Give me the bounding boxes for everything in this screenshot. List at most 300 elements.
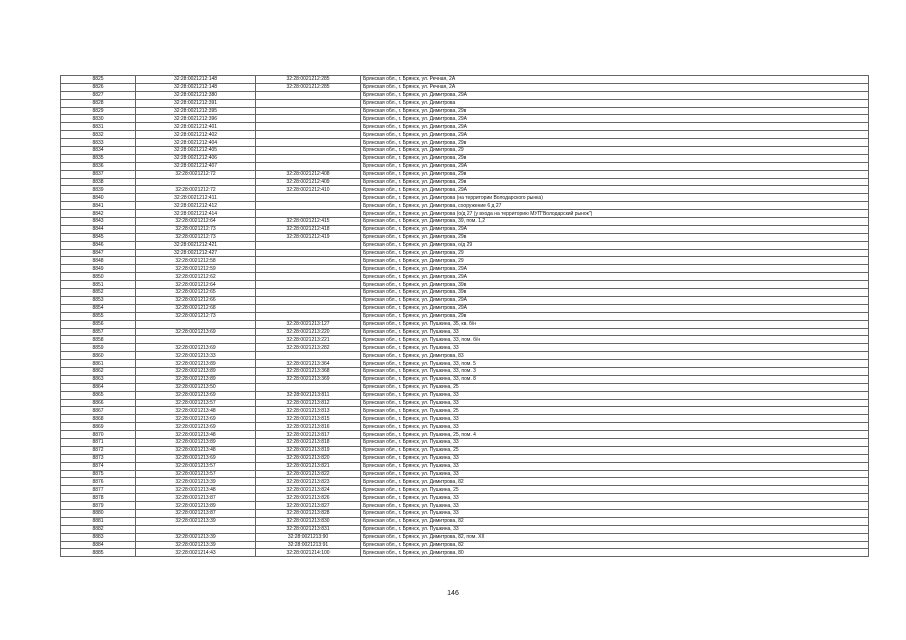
row-number-cell: 8832 <box>61 131 136 139</box>
table-row <box>61 304 869 312</box>
address-cell: Брянская обл., г. Брянск, ул. Пушкина, 33 <box>361 391 869 399</box>
table-row <box>61 225 869 233</box>
parcel-number-cell: 32:28:0021212:72 <box>136 170 256 178</box>
object-number-cell: 32:28:0021212:408 <box>256 170 361 178</box>
row-number-cell: 8835 <box>61 154 136 162</box>
address-cell: Брянская обл., г. Брянск, ул. Димитрова, 80 <box>361 549 869 557</box>
address-cell: Брянская обл., г. Брянск, ул. Пушкина, 33 <box>361 328 869 336</box>
row-number-cell: 8875 <box>61 470 136 478</box>
object-number-cell: 32:28:0021213:817 <box>256 431 361 439</box>
address-cell: Брянская обл., г. Брянск, ул. Пушкина, 33 <box>361 438 869 446</box>
address-cell: Брянская обл., г. Брянск, ул. Димитрова, 29А <box>361 162 869 170</box>
parcel-number-cell: 32:28:0021212:64 <box>136 218 256 226</box>
address-cell: Брянская обл., г. Брянск, ул. Димитрова, 29в <box>361 154 869 162</box>
parcel-number-cell: 32:28:0021212:148 <box>136 76 256 84</box>
row-number-cell: 8839 <box>61 186 136 194</box>
object-number-cell: 32:28:0021212:415 <box>256 218 361 226</box>
parcel-number-cell: 32:28:0021212:396 <box>136 115 256 123</box>
table-row <box>61 289 869 297</box>
object-number-cell: 32:28:0021213:824 <box>256 486 361 494</box>
row-number-cell: 8860 <box>61 352 136 360</box>
table-row <box>61 360 869 368</box>
object-number-cell: 32:28:0021213:826 <box>256 494 361 502</box>
parcel-number-cell: 32:28:0021212:72 <box>136 186 256 194</box>
parcel-number-cell: 32:28:0021212:427 <box>136 249 256 257</box>
table-row <box>61 502 869 510</box>
row-number-cell: 8862 <box>61 367 136 375</box>
parcel-number-cell: 32:28:0021213:57 <box>136 462 256 470</box>
row-number-cell: 8829 <box>61 107 136 115</box>
address-cell: Брянская обл., г. Брянск, ул. Пушкина, 25, пом. 4 <box>361 431 869 439</box>
parcel-number-cell: 32:28:0021213:50 <box>136 383 256 391</box>
parcel-number-cell: 32:28:0021212:66 <box>136 296 256 304</box>
row-number-cell: 8867 <box>61 407 136 415</box>
parcel-number-cell: 32:28:0021212:73 <box>136 225 256 233</box>
row-number-cell: 8863 <box>61 375 136 383</box>
parcel-number-cell: 32:28:0021213:69 <box>136 454 256 462</box>
row-number-cell: 8846 <box>61 241 136 249</box>
page-number: 146 <box>447 590 459 597</box>
address-cell: Брянская обл., г. Брянск, ул. Димитрова, 29в <box>361 312 869 320</box>
address-cell: Брянская обл., г. Брянск, ул. Димитрова, 83 <box>361 352 869 360</box>
table-row <box>61 178 869 186</box>
table-row <box>61 281 869 289</box>
object-number-cell <box>256 202 361 210</box>
table-row <box>61 344 869 352</box>
address-cell: Брянская обл., г. Брянск, ул. Димитрова, 29в <box>361 178 869 186</box>
row-number-cell: 8876 <box>61 478 136 486</box>
object-number-cell <box>256 123 361 131</box>
table-row <box>61 99 869 107</box>
object-number-cell <box>256 312 361 320</box>
table-row <box>61 147 869 155</box>
address-cell: Брянская обл., г. Брянск, ул. Пушкина, 33, пом. б/н <box>361 336 869 344</box>
table-row <box>61 131 869 139</box>
table-row <box>61 494 869 502</box>
object-number-cell: 32:28:0021213:90 <box>256 533 361 541</box>
row-number-cell: 8885 <box>61 549 136 557</box>
parcel-number-cell: 32:28:0021213:89 <box>136 375 256 383</box>
address-cell: Брянская обл., г. Брянск, ул. Димитрова, 29А <box>361 186 869 194</box>
row-number-cell: 8856 <box>61 320 136 328</box>
table-row <box>61 470 869 478</box>
row-number-cell: 8836 <box>61 162 136 170</box>
row-number-cell: 8851 <box>61 281 136 289</box>
address-cell: Брянская обл., г. Брянск, ул. Пушкина, 33, пом. 5 <box>361 360 869 368</box>
table-row <box>61 478 869 486</box>
object-number-cell <box>256 115 361 123</box>
table-row <box>61 257 869 265</box>
table-row <box>61 83 869 91</box>
object-number-cell: 32:28:0021212:285 <box>256 76 361 84</box>
table-row <box>61 541 869 549</box>
parcel-number-cell: 32:28:0021212:406 <box>136 154 256 162</box>
parcel-number-cell: 32:28:0021213:57 <box>136 399 256 407</box>
row-number-cell: 8864 <box>61 383 136 391</box>
row-number-cell: 8854 <box>61 304 136 312</box>
table-row <box>61 91 869 99</box>
address-cell: Брянская обл., г. Брянск, ул. Димитрова, 39в <box>361 281 869 289</box>
parcel-number-cell: 32:28:0021213:87 <box>136 494 256 502</box>
parcel-number-cell: 32:28:0021212:414 <box>136 210 256 218</box>
address-cell: Брянская обл., г. Брянск, ул. Димитрова, 29в <box>361 233 869 241</box>
address-cell: Брянская обл., г. Брянск, ул. Пушкина, 33 <box>361 502 869 510</box>
data-table <box>60 75 869 557</box>
row-number-cell: 8853 <box>61 296 136 304</box>
row-number-cell: 8833 <box>61 139 136 147</box>
row-number-cell: 8842 <box>61 210 136 218</box>
parcel-number-cell: 32:28:0021212:64 <box>136 281 256 289</box>
row-number-cell: 8843 <box>61 218 136 226</box>
address-cell: Брянская обл., г. Брянск, ул. Димитрова, 82, пом. XII <box>361 533 869 541</box>
object-number-cell: 32:28:0021212:418 <box>256 225 361 233</box>
table-row <box>61 320 869 328</box>
object-number-cell <box>256 107 361 115</box>
parcel-number-cell: 32:28:0021213:87 <box>136 509 256 517</box>
table-row <box>61 391 869 399</box>
address-cell: Брянская обл., г. Брянск, ул. Пушкина, 33 <box>361 494 869 502</box>
table-row <box>61 194 869 202</box>
address-cell: Брянская обл., г. Брянск, ул. Димитрова, о/д 29 <box>361 241 869 249</box>
address-cell: Брянская обл., г. Брянск, ул. Димитрова, 29А <box>361 123 869 131</box>
object-number-cell <box>256 296 361 304</box>
parcel-number-cell <box>136 320 256 328</box>
object-number-cell: 32:28:0021213:830 <box>256 517 361 525</box>
address-cell: Брянская обл., г. Брянск, ул. Димитрова <box>361 99 869 107</box>
table-row <box>61 162 869 170</box>
address-cell: Брянская обл., г. Брянск, ул. Пушкина, 33 <box>361 525 869 533</box>
address-cell: Брянская обл., г. Брянск, ул. Димитрова (о/д 27 (у входа на территорию МУП"Володарский рынок") <box>361 210 869 218</box>
object-number-cell <box>256 99 361 107</box>
object-number-cell <box>256 289 361 297</box>
row-number-cell: 8857 <box>61 328 136 336</box>
row-number-cell: 8882 <box>61 525 136 533</box>
object-number-cell <box>256 154 361 162</box>
address-cell: Брянская обл., г. Брянск, ул. Димитрова, 29А <box>361 131 869 139</box>
object-number-cell: 32:28:0021213:823 <box>256 478 361 486</box>
row-number-cell: 8852 <box>61 289 136 297</box>
object-number-cell: 32:28:0021212:410 <box>256 186 361 194</box>
row-number-cell: 8830 <box>61 115 136 123</box>
parcel-number-cell: 32:28:0021212:65 <box>136 289 256 297</box>
row-number-cell: 8873 <box>61 454 136 462</box>
parcel-number-cell: 32:28:0021213:69 <box>136 423 256 431</box>
object-number-cell: 32:28:0021213:821 <box>256 462 361 470</box>
object-number-cell: 32:28:0021213:822 <box>256 470 361 478</box>
parcel-number-cell: 32:28:0021214:43 <box>136 549 256 557</box>
table-row <box>61 462 869 470</box>
object-number-cell: 32:28:0021213:364 <box>256 360 361 368</box>
address-cell: Брянская обл., г. Брянск, ул. Пушкина, 33, пом. 3 <box>361 367 869 375</box>
parcel-number-cell: 32:28:0021213:89 <box>136 502 256 510</box>
table-row <box>61 210 869 218</box>
parcel-number-cell: 32:28:0021213:89 <box>136 438 256 446</box>
row-number-cell: 8841 <box>61 202 136 210</box>
table-row <box>61 233 869 241</box>
parcel-number-cell: 32:28:0021212:58 <box>136 257 256 265</box>
address-cell: Брянская обл., г. Брянск, ул. Пушкина, 33 <box>361 423 869 431</box>
object-number-cell: 32:28:0021213:221 <box>256 336 361 344</box>
table-row <box>61 383 869 391</box>
table-row <box>61 438 869 446</box>
row-number-cell: 8872 <box>61 446 136 454</box>
table-row <box>61 186 869 194</box>
parcel-number-cell: 32:28:0021213:48 <box>136 431 256 439</box>
parcel-number-cell: 32:28:0021212:405 <box>136 147 256 155</box>
parcel-number-cell <box>136 178 256 186</box>
parcel-number-cell: 32:28:0021213:39 <box>136 533 256 541</box>
object-number-cell: 32:28:0021213:812 <box>256 399 361 407</box>
row-number-cell: 8831 <box>61 123 136 131</box>
table-row <box>61 517 869 525</box>
parcel-number-cell: 32:28:0021212:421 <box>136 241 256 249</box>
parcel-number-cell: 32:28:0021213:57 <box>136 470 256 478</box>
object-number-cell: 32:28:0021213:282 <box>256 344 361 352</box>
address-cell: Брянская обл., г. Брянск, ул. Димитрова, сооружение 6 д 27 <box>361 202 869 210</box>
table-row <box>61 533 869 541</box>
address-cell: Брянская обл., г. Брянск, ул. Димитрова, 29А <box>361 304 869 312</box>
parcel-number-cell: 32:28:0021212:73 <box>136 233 256 241</box>
parcel-number-cell: 32:28:0021212:59 <box>136 265 256 273</box>
table-row <box>61 249 869 257</box>
address-cell: Брянская обл., г. Брянск, ул. Пушкина, 25 <box>361 383 869 391</box>
address-cell: Брянская обл., г. Брянск, ул. Димитрова, 82 <box>361 541 869 549</box>
table-row <box>61 123 869 131</box>
row-number-cell: 8878 <box>61 494 136 502</box>
address-cell: Брянская обл., г. Брянск, ул. Пушкина, 25 <box>361 486 869 494</box>
object-number-cell: 32:28:0021213:91 <box>256 541 361 549</box>
object-number-cell <box>256 265 361 273</box>
parcel-number-cell: 32:28:0021212:402 <box>136 131 256 139</box>
object-number-cell <box>256 194 361 202</box>
row-number-cell: 8881 <box>61 517 136 525</box>
parcel-number-cell: 32:28:0021212:404 <box>136 139 256 147</box>
address-cell: Брянская обл., г. Брянск, ул. Димитрова, 29 <box>361 257 869 265</box>
table-row <box>61 154 869 162</box>
table-row <box>61 352 869 360</box>
table-row <box>61 509 869 517</box>
object-number-cell <box>256 257 361 265</box>
object-number-cell <box>256 210 361 218</box>
parcel-number-cell: 32:28:0021212:68 <box>136 304 256 312</box>
table-row <box>61 375 869 383</box>
row-number-cell: 8847 <box>61 249 136 257</box>
table-row <box>61 241 869 249</box>
object-number-cell: 32:28:0021213:827 <box>256 502 361 510</box>
address-cell: Брянская обл., г. Брянск, ул. Димитрова, 29А <box>361 265 869 273</box>
table-row <box>61 525 869 533</box>
address-cell: Брянская обл., г. Брянск, ул. Димитрова, 29А <box>361 273 869 281</box>
address-cell: Брянская обл., г. Брянск, ул. Димитрова (на территории Володарского рынка) <box>361 194 869 202</box>
object-number-cell: 32:28:0021213:819 <box>256 446 361 454</box>
parcel-number-cell: 32:28:0021213:48 <box>136 407 256 415</box>
row-number-cell: 8826 <box>61 83 136 91</box>
row-number-cell: 8827 <box>61 91 136 99</box>
address-cell: Брянская обл., г. Брянск, ул. Пушкина, 33, пом. 8 <box>361 375 869 383</box>
address-cell: Брянская обл., г. Брянск, ул. Речная, 2А <box>361 83 869 91</box>
address-cell: Брянская обл., г. Брянск, ул. Пушкина, 25 <box>361 446 869 454</box>
address-cell: Брянская обл., г. Брянск, ул. Пушкина, 33 <box>361 344 869 352</box>
object-number-cell <box>256 304 361 312</box>
parcel-number-cell <box>136 336 256 344</box>
row-number-cell: 8834 <box>61 147 136 155</box>
object-number-cell <box>256 281 361 289</box>
table-row <box>61 415 869 423</box>
object-number-cell: 32:28:0021213:220 <box>256 328 361 336</box>
address-cell: Брянская обл., г. Брянск, ул. Пушкина, 33 <box>361 462 869 470</box>
object-number-cell: 32:28:0021213:811 <box>256 391 361 399</box>
address-cell: Брянская обл., г. Брянск, ул. Димитрова, 29А <box>361 115 869 123</box>
table-row <box>61 265 869 273</box>
object-number-cell <box>256 162 361 170</box>
row-number-cell: 8844 <box>61 225 136 233</box>
parcel-number-cell: 32:28:0021213:69 <box>136 328 256 336</box>
table-row <box>61 407 869 415</box>
table-row <box>61 328 869 336</box>
address-cell: Брянская обл., г. Брянск, ул. Димитрова, 29А <box>361 225 869 233</box>
parcel-number-cell: 32:28:0021212:380 <box>136 91 256 99</box>
row-number-cell: 8865 <box>61 391 136 399</box>
object-number-cell <box>256 383 361 391</box>
address-cell: Брянская обл., г. Брянск, ул. Пушкина, 35, кв. б/н <box>361 320 869 328</box>
parcel-number-cell: 32:28:0021212:73 <box>136 312 256 320</box>
row-number-cell: 8848 <box>61 257 136 265</box>
parcel-number-cell: 32:28:0021212:391 <box>136 99 256 107</box>
parcel-number-cell: 32:28:0021213:89 <box>136 360 256 368</box>
parcel-number-cell: 32:28:0021213:39 <box>136 478 256 486</box>
parcel-number-cell: 32:28:0021213:48 <box>136 486 256 494</box>
object-number-cell <box>256 91 361 99</box>
object-number-cell: 32:28:0021213:813 <box>256 407 361 415</box>
table-row <box>61 115 869 123</box>
address-cell: Брянская обл., г. Брянск, ул. Пушкина, 25 <box>361 407 869 415</box>
object-number-cell <box>256 131 361 139</box>
address-cell: Брянская обл., г. Брянск, ул. Пушкина, 33 <box>361 454 869 462</box>
object-number-cell: 32:28:0021213:368 <box>256 367 361 375</box>
address-cell: Брянская обл., г. Брянск, ул. Димитрова, 29 <box>361 249 869 257</box>
object-number-cell: 32:28:0021213:369 <box>256 375 361 383</box>
object-number-cell <box>256 139 361 147</box>
address-cell: Брянская обл., г. Брянск, ул. Пушкина, 33 <box>361 470 869 478</box>
address-cell: Брянская обл., г. Брянск, ул. Речная, 2А <box>361 76 869 84</box>
table-row <box>61 312 869 320</box>
row-number-cell: 8870 <box>61 431 136 439</box>
object-number-cell: 32:28:0021213:828 <box>256 509 361 517</box>
row-number-cell: 8837 <box>61 170 136 178</box>
row-number-cell: 8838 <box>61 178 136 186</box>
table-row <box>61 76 869 84</box>
table-row <box>61 454 869 462</box>
address-cell: Брянская обл., г. Брянск, ул. Димитрова, 39в <box>361 289 869 297</box>
address-cell: Брянская обл., г. Брянск, ул. Димитрова, 29в <box>361 107 869 115</box>
object-number-cell: 32:28:0021212:419 <box>256 233 361 241</box>
row-number-cell: 8877 <box>61 486 136 494</box>
object-number-cell <box>256 273 361 281</box>
parcel-number-cell: 32:28:0021213:69 <box>136 344 256 352</box>
object-number-cell: 32:28:0021212:285 <box>256 83 361 91</box>
object-number-cell <box>256 241 361 249</box>
row-number-cell: 8840 <box>61 194 136 202</box>
parcel-number-cell: 32:28:0021213:48 <box>136 446 256 454</box>
address-cell: Брянская обл., г. Брянск, ул. Димитрова, 82 <box>361 517 869 525</box>
object-number-cell: 32:28:0021213:816 <box>256 423 361 431</box>
object-number-cell: 32:28:0021212:409 <box>256 178 361 186</box>
row-number-cell: 8828 <box>61 99 136 107</box>
object-number-cell: 32:28:0021213:831 <box>256 525 361 533</box>
row-number-cell: 8861 <box>61 360 136 368</box>
parcel-number-cell: 32:28:0021212:411 <box>136 194 256 202</box>
object-number-cell <box>256 249 361 257</box>
object-number-cell: 32:28:0021213:820 <box>256 454 361 462</box>
parcel-number-cell: 32:28:0021213:39 <box>136 541 256 549</box>
parcel-number-cell: 32:28:0021213:69 <box>136 391 256 399</box>
table-row <box>61 423 869 431</box>
row-number-cell: 8883 <box>61 533 136 541</box>
address-cell: Брянская обл., г. Брянск, ул. Димитрова, 29в <box>361 139 869 147</box>
row-number-cell: 8868 <box>61 415 136 423</box>
row-number-cell: 8871 <box>61 438 136 446</box>
parcel-number-cell: 32:28:0021212:412 <box>136 202 256 210</box>
row-number-cell: 8845 <box>61 233 136 241</box>
row-number-cell: 8880 <box>61 509 136 517</box>
parcel-number-cell: 32:28:0021213:33 <box>136 352 256 360</box>
row-number-cell: 8858 <box>61 336 136 344</box>
parcel-number-cell: 32:28:0021213:89 <box>136 367 256 375</box>
address-cell: Брянская обл., г. Брянск, ул. Димитрова, 29А <box>361 91 869 99</box>
table-row <box>61 336 869 344</box>
row-number-cell: 8874 <box>61 462 136 470</box>
object-number-cell <box>256 147 361 155</box>
address-cell: Брянская обл., г. Брянск, ул. Димитрова, 29 <box>361 147 869 155</box>
parcel-number-cell: 32:28:0021212:407 <box>136 162 256 170</box>
parcel-number-cell: 32:28:0021213:69 <box>136 415 256 423</box>
address-cell: Брянская обл., г. Брянск, ул. Димитрова, 82 <box>361 478 869 486</box>
address-cell: Брянская обл., г. Брянск, ул. Димитрова, 29А <box>361 296 869 304</box>
address-cell: Брянская обл., г. Брянск, ул. Пушкина, 33 <box>361 415 869 423</box>
table-row <box>61 296 869 304</box>
table-row <box>61 367 869 375</box>
address-cell: Брянская обл., г. Брянск, ул. Димитрова, 29в <box>361 170 869 178</box>
parcel-number-cell: 32:28:0021212:395 <box>136 107 256 115</box>
address-cell: Брянская обл., г. Брянск, ул. Пушкина, 33 <box>361 509 869 517</box>
table-row <box>61 486 869 494</box>
address-cell: Брянская обл., г. Брянск, ул. Димитрова, 39, пом. 1,2 <box>361 218 869 226</box>
table-row <box>61 202 869 210</box>
row-number-cell: 8879 <box>61 502 136 510</box>
object-number-cell <box>256 352 361 360</box>
parcel-number-cell: 32:28:0021212:401 <box>136 123 256 131</box>
row-number-cell: 8850 <box>61 273 136 281</box>
parcel-number-cell: 32:28:0021212:62 <box>136 273 256 281</box>
table-row <box>61 446 869 454</box>
row-number-cell: 8869 <box>61 423 136 431</box>
table-row <box>61 549 869 557</box>
table-row <box>61 107 869 115</box>
table-row <box>61 399 869 407</box>
row-number-cell: 8849 <box>61 265 136 273</box>
row-number-cell: 8859 <box>61 344 136 352</box>
row-number-cell: 8855 <box>61 312 136 320</box>
parcel-number-cell: 32:28:0021212:148 <box>136 83 256 91</box>
object-number-cell: 32:28:0021213:127 <box>256 320 361 328</box>
table-row <box>61 170 869 178</box>
object-number-cell: 32:28:0021214:100 <box>256 549 361 557</box>
object-number-cell: 32:28:0021213:818 <box>256 438 361 446</box>
table-row <box>61 273 869 281</box>
object-number-cell: 32:28:0021213:815 <box>256 415 361 423</box>
row-number-cell: 8866 <box>61 399 136 407</box>
data-table-body <box>61 76 869 557</box>
